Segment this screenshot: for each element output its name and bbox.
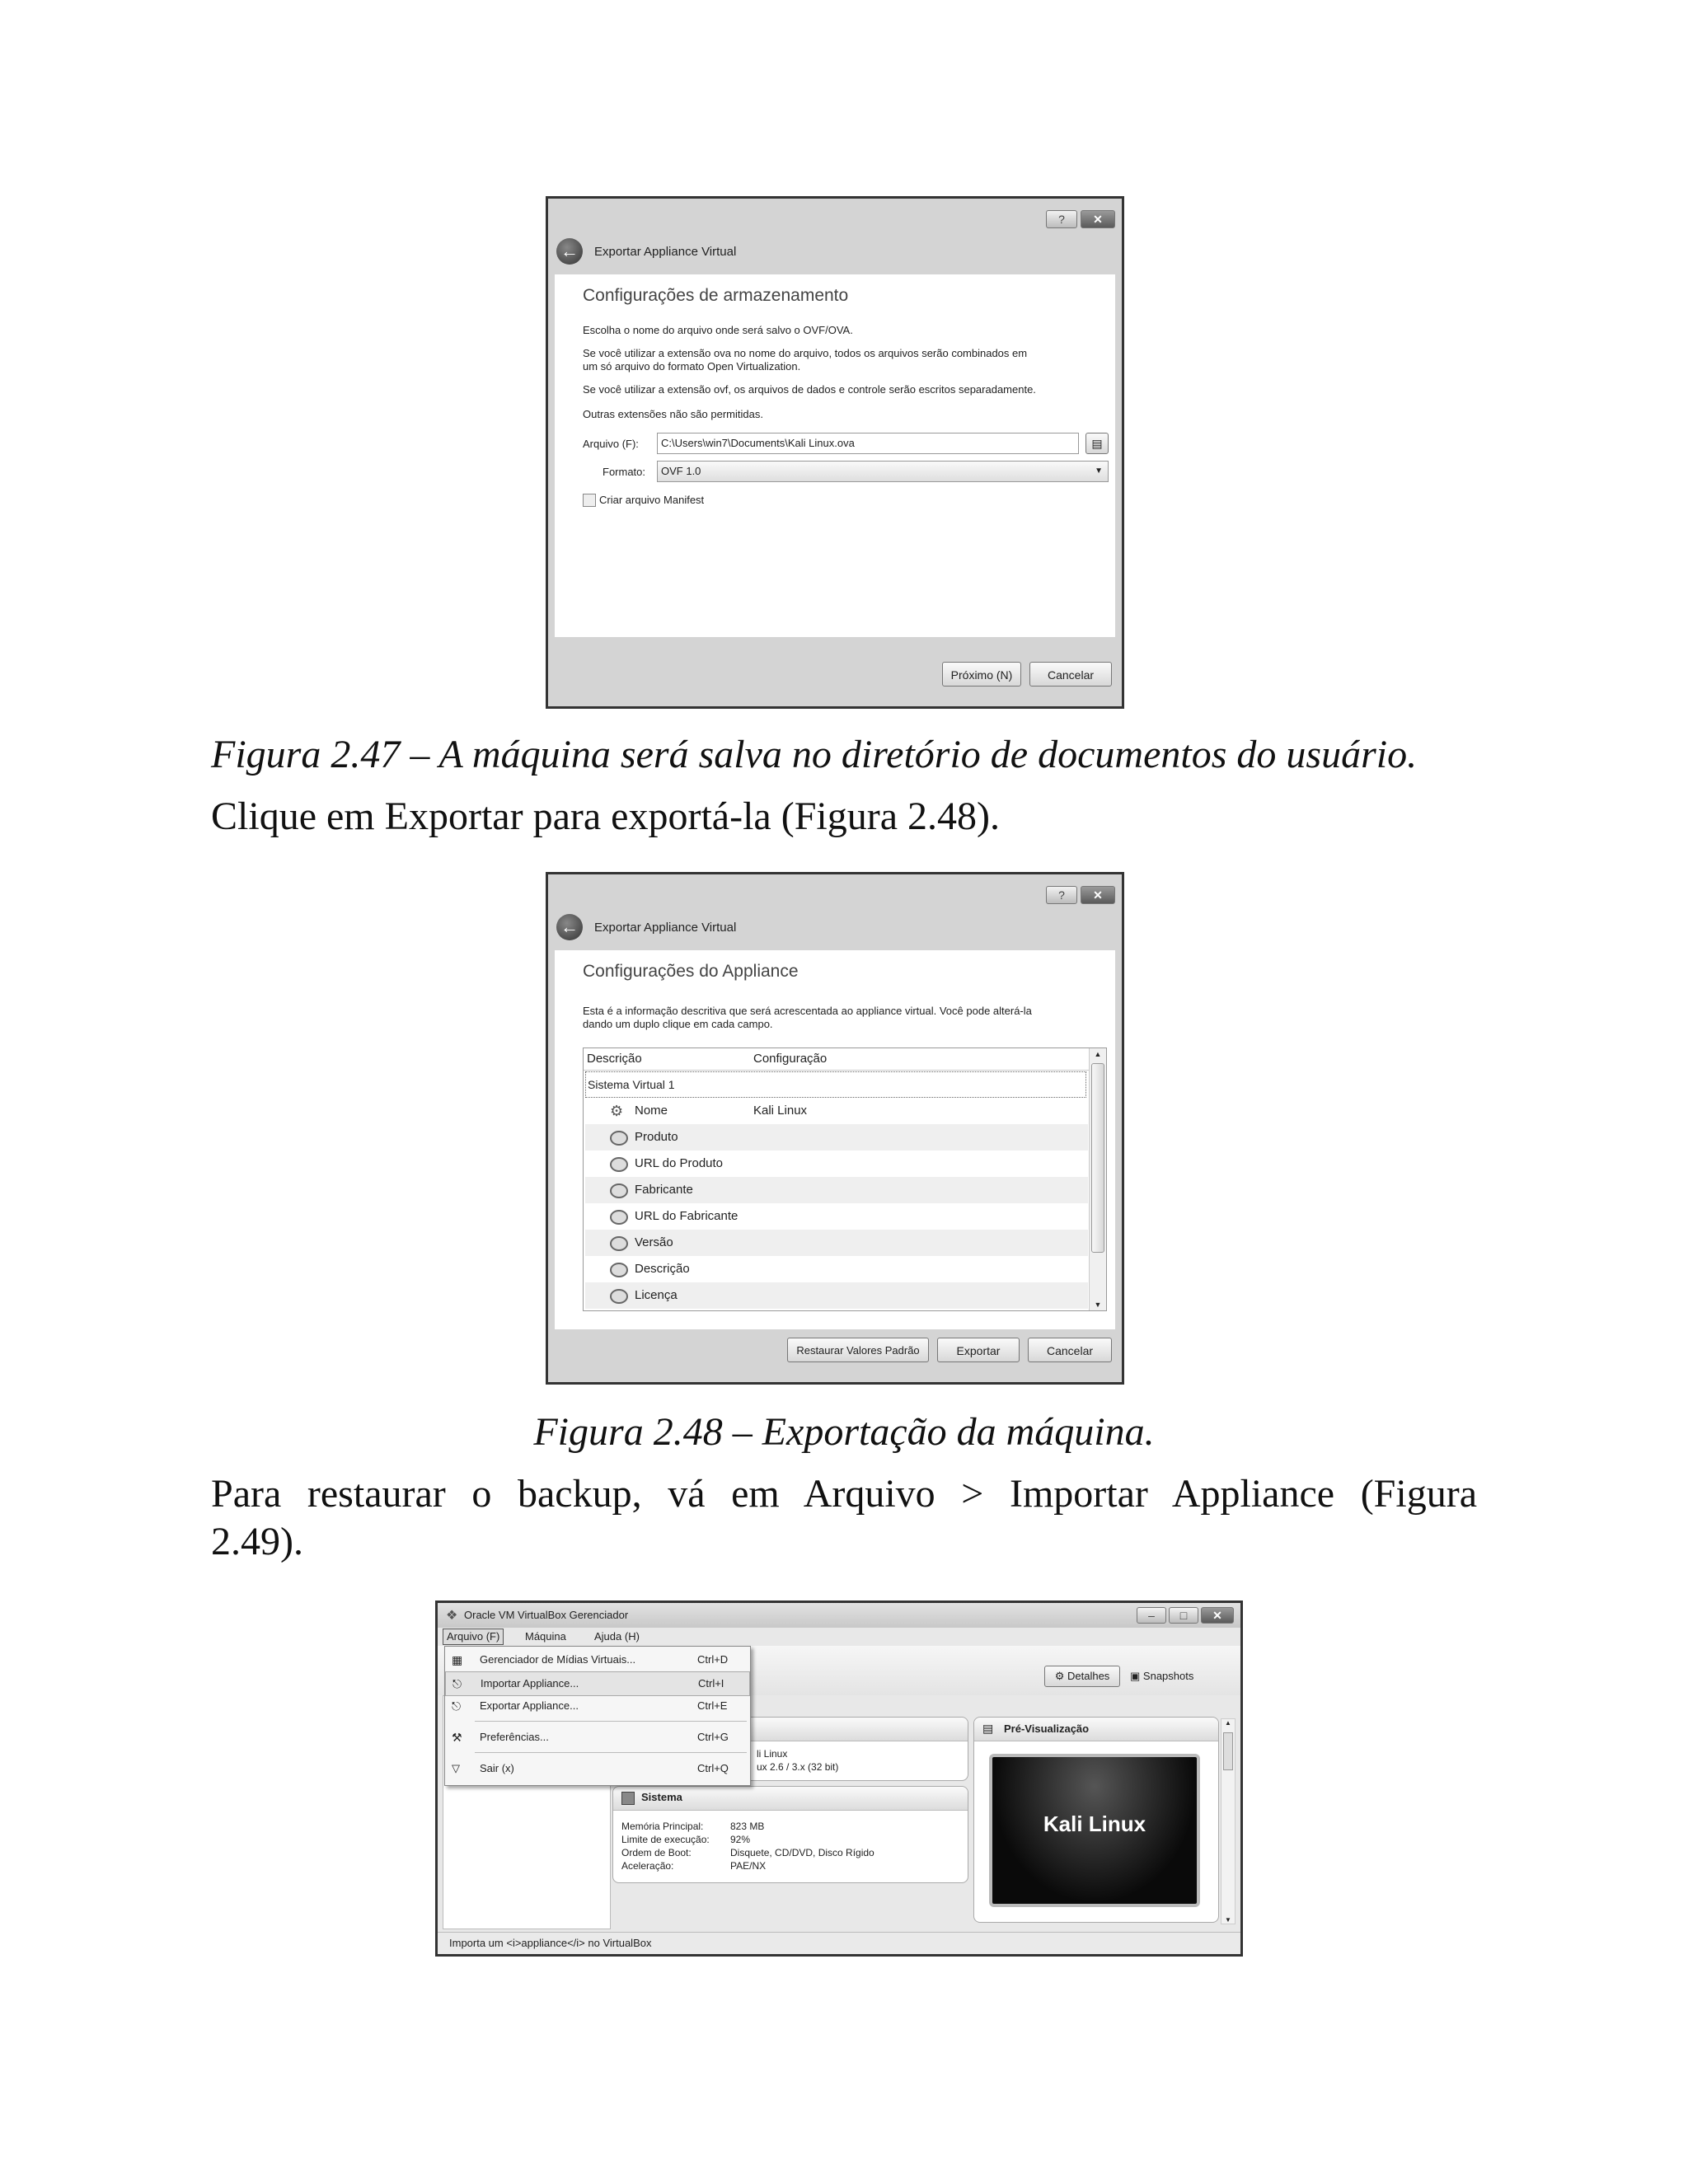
general-line-1: li Linux [757, 1748, 788, 1760]
monitor-icon: ▤ [982, 1722, 994, 1735]
help-button[interactable]: ? [1046, 210, 1077, 228]
minimize-icon[interactable]: – [1137, 1607, 1166, 1624]
manifest-label: Criar arquivo Manifest [599, 494, 705, 506]
menu-item-label: Gerenciador de Mídias Virtuais... [480, 1653, 636, 1666]
snapshots-label: Snapshots [1142, 1670, 1194, 1682]
menu-item-import-appliance[interactable] [445, 1671, 750, 1696]
system-key-2: Ordem de Boot: [621, 1847, 692, 1858]
menu-item-exit[interactable] [445, 1757, 750, 1780]
preview-panel [973, 1717, 1219, 1923]
tree-group-row[interactable] [585, 1071, 1086, 1098]
close-button[interactable]: ✕ [1081, 210, 1115, 228]
details-button[interactable] [1044, 1666, 1120, 1687]
scroll-thumb[interactable] [1091, 1063, 1104, 1253]
info-line-2a: Se você utilizar a extensão ova no nome do arquivo, todos os arquivos serão combinados em [583, 347, 1028, 359]
description-line-a: Esta é a informação descritiva que será acrescentada ao appliance virtual. Você pode alterá-la [583, 1005, 1032, 1017]
export-appliance-dialog [546, 872, 1124, 1385]
tree-row-fabricante[interactable] [585, 1177, 1088, 1203]
window-controls [1137, 1607, 1234, 1624]
details-label: Detalhes [1067, 1670, 1110, 1682]
speech-bubble-icon [610, 1263, 628, 1277]
format-select-value: OVF 1.0 [661, 465, 701, 477]
system-title: Sistema [641, 1791, 682, 1803]
menu-separator [475, 1752, 747, 1753]
menu-item-label: Preferências... [480, 1731, 549, 1743]
general-line-2: ux 2.6 / 3.x (32 bit) [757, 1761, 839, 1773]
row-label: Nome [635, 1104, 668, 1118]
menu-maquina[interactable]: Máquina [525, 1630, 566, 1643]
row-label: Fabricante [635, 1183, 693, 1197]
close-button[interactable]: ✕ [1081, 886, 1115, 904]
system-key-1: Limite de execução: [621, 1834, 710, 1845]
tree-row-descricao[interactable] [585, 1256, 1088, 1282]
menu-item-export-appliance[interactable] [445, 1694, 750, 1718]
system-key-0: Memória Principal: [621, 1821, 704, 1832]
speech-bubble-icon [610, 1183, 628, 1198]
menu-item-label: Sair (x) [480, 1762, 514, 1774]
virtualbox-logo-icon: ❖ [446, 1609, 458, 1623]
scroll-down-icon[interactable]: ▼ [1094, 1301, 1102, 1309]
preview-screen [989, 1754, 1200, 1907]
vertical-scrollbar[interactable] [1089, 1048, 1106, 1310]
import-icon: ⎋ [452, 1677, 462, 1690]
maximize-icon[interactable]: □ [1169, 1607, 1198, 1624]
help-button[interactable]: ? [1046, 886, 1077, 904]
scroll-thumb[interactable] [1223, 1732, 1233, 1770]
preview-text: Kali Linux [1043, 1811, 1146, 1836]
section-heading: Configurações de armazenamento [583, 286, 849, 305]
preview-title: Pré-Visualização [1004, 1722, 1090, 1735]
format-select[interactable] [657, 461, 1109, 482]
file-menu-dropdown [444, 1646, 751, 1786]
system-value-1: 92% [730, 1834, 751, 1845]
row-label: Versão [635, 1235, 673, 1249]
window-controls [1046, 886, 1115, 904]
cancel-button[interactable]: Cancelar [1028, 1338, 1112, 1362]
dialog-title: Exportar Appliance Virtual [594, 921, 737, 935]
tree-row-url-produto[interactable] [585, 1151, 1088, 1177]
system-value-2: Disquete, CD/DVD, Disco Rígido [730, 1847, 874, 1858]
chip-icon [621, 1792, 635, 1805]
menu-ajuda[interactable]: Ajuda (H) [594, 1630, 640, 1643]
row-label: Descrição [635, 1262, 690, 1276]
paragraph-restore-line-1: Para restaurar o backup, vá em Arquivo > Importar Appliance (Figura [211, 1472, 1477, 1516]
details-scrollbar[interactable] [1221, 1718, 1236, 1924]
file-path-input[interactable]: C:\Users\win7\Documents\Kali Linux.ova [657, 433, 1079, 454]
back-arrow-icon[interactable]: ← [556, 238, 583, 265]
system-panel-header [613, 1787, 968, 1811]
back-arrow-icon[interactable]: ← [556, 914, 583, 940]
row-label: Licença [635, 1288, 678, 1302]
window-controls [1046, 210, 1115, 228]
speech-bubble-icon [610, 1210, 628, 1225]
menu-separator [475, 1721, 747, 1722]
window-title: Oracle VM VirtualBox Gerenciador [464, 1609, 629, 1621]
system-key-3: Aceleração: [621, 1860, 674, 1872]
menu-item-media-manager[interactable] [445, 1648, 750, 1671]
gear-icon: ⚙ [610, 1103, 624, 1119]
appliance-settings-tree[interactable] [583, 1047, 1107, 1311]
scroll-up-icon[interactable]: ▲ [1094, 1050, 1102, 1058]
system-value-3: PAE/NX [730, 1860, 767, 1872]
dialog-content [555, 950, 1115, 1329]
format-label: Formato: [603, 466, 646, 478]
menu-item-shortcut: Ctrl+E [697, 1699, 728, 1712]
file-label: Arquivo (F): [583, 438, 639, 450]
dialog-content [555, 274, 1115, 637]
export-storage-dialog [546, 196, 1124, 709]
info-line-4: Outras extensões não são permitidas. [583, 408, 763, 420]
paragraph-restore-line-2: 2.49). [211, 1520, 303, 1563]
row-label: URL do Fabricante [635, 1209, 738, 1223]
menu-arquivo[interactable]: Arquivo (F) [443, 1629, 504, 1645]
cancel-button[interactable]: Cancelar [1029, 662, 1112, 687]
next-button[interactable]: Próximo (N) [942, 662, 1021, 687]
export-button[interactable]: Exportar [937, 1338, 1020, 1362]
speech-bubble-icon [610, 1236, 628, 1251]
title-bar [438, 1603, 1240, 1628]
chevron-down-icon: ▼ [1095, 466, 1103, 476]
exit-icon: ▽ [452, 1762, 460, 1774]
row-label: Produto [635, 1130, 678, 1144]
status-bar [438, 1932, 1240, 1954]
menu-item-shortcut: Ctrl+G [697, 1731, 729, 1743]
menu-item-shortcut: Ctrl+I [698, 1677, 724, 1690]
figure-caption-2-47: Figura 2.47 – A máquina será salva no diretório de documentos do usuário. [211, 733, 1418, 776]
camera-icon: ▣ [1130, 1670, 1141, 1682]
tree-row-versao[interactable] [585, 1230, 1088, 1256]
dialog-title: Exportar Appliance Virtual [594, 245, 737, 259]
browse-folder-icon[interactable]: ▤ [1085, 433, 1109, 454]
row-label: URL do Produto [635, 1156, 724, 1170]
menu-item-label: Importar Appliance... [481, 1677, 579, 1690]
preview-panel-header [974, 1718, 1218, 1741]
info-line-1: Escolha o nome do arquivo onde será salvo o OVF/OVA. [583, 324, 853, 336]
tree-row-url-fabricante[interactable] [585, 1203, 1088, 1230]
figure-caption-2-48: Figura 2.48 – Exportação da máquina. [533, 1410, 1155, 1454]
speech-bubble-icon [610, 1157, 628, 1172]
media-manager-icon: ▦ [452, 1653, 463, 1666]
restore-defaults-button[interactable]: Restaurar Valores Padrão [787, 1338, 929, 1362]
group-label: Sistema Virtual 1 [588, 1078, 675, 1091]
scroll-up-icon[interactable]: ▲ [1225, 1719, 1231, 1727]
tree-row-licenca[interactable] [585, 1282, 1088, 1309]
system-value-0: 823 MB [730, 1821, 765, 1832]
close-icon[interactable]: ✕ [1201, 1607, 1234, 1624]
menu-item-preferences[interactable] [445, 1726, 750, 1749]
menu-item-shortcut: Ctrl+D [697, 1653, 729, 1666]
info-line-2b: um só arquivo do formato Open Virtualization. [583, 360, 801, 373]
menu-item-shortcut: Ctrl+Q [697, 1762, 729, 1774]
row-value: Kali Linux [753, 1104, 808, 1118]
wrench-icon: ⚒ [452, 1731, 462, 1744]
description-line-b: dando um duplo clique em cada campo. [583, 1018, 773, 1030]
info-line-3: Se você utilizar a extensão ovf, os arquivos de dados e controle serão escritos separadamente. [583, 383, 1036, 396]
export-icon: ⎋ [452, 1699, 462, 1713]
scroll-down-icon[interactable]: ▼ [1225, 1916, 1231, 1924]
column-description[interactable]: Descrição [587, 1052, 642, 1066]
paragraph-export: Clique em Exportar para exportá-la (Figura 2.48). [211, 794, 1000, 838]
menu-bar [438, 1628, 1240, 1646]
speech-bubble-icon [610, 1289, 628, 1304]
tree-row-produto[interactable] [585, 1124, 1088, 1151]
tree-header [584, 1048, 1090, 1071]
snapshots-button[interactable] [1130, 1667, 1193, 1685]
speech-bubble-icon [610, 1131, 628, 1146]
tree-row-nome[interactable] [585, 1098, 1088, 1124]
gear-icon: ⚙ [1054, 1670, 1065, 1682]
system-panel [612, 1786, 968, 1883]
menu-item-label: Exportar Appliance... [480, 1699, 579, 1712]
status-text: Importa um <i>appliance</i> no VirtualBox [449, 1937, 652, 1949]
manifest-checkbox[interactable] [583, 494, 596, 507]
column-configuration[interactable]: Configuração [753, 1052, 828, 1066]
section-heading: Configurações do Appliance [583, 962, 799, 981]
virtualbox-manager-window [435, 1601, 1243, 1957]
